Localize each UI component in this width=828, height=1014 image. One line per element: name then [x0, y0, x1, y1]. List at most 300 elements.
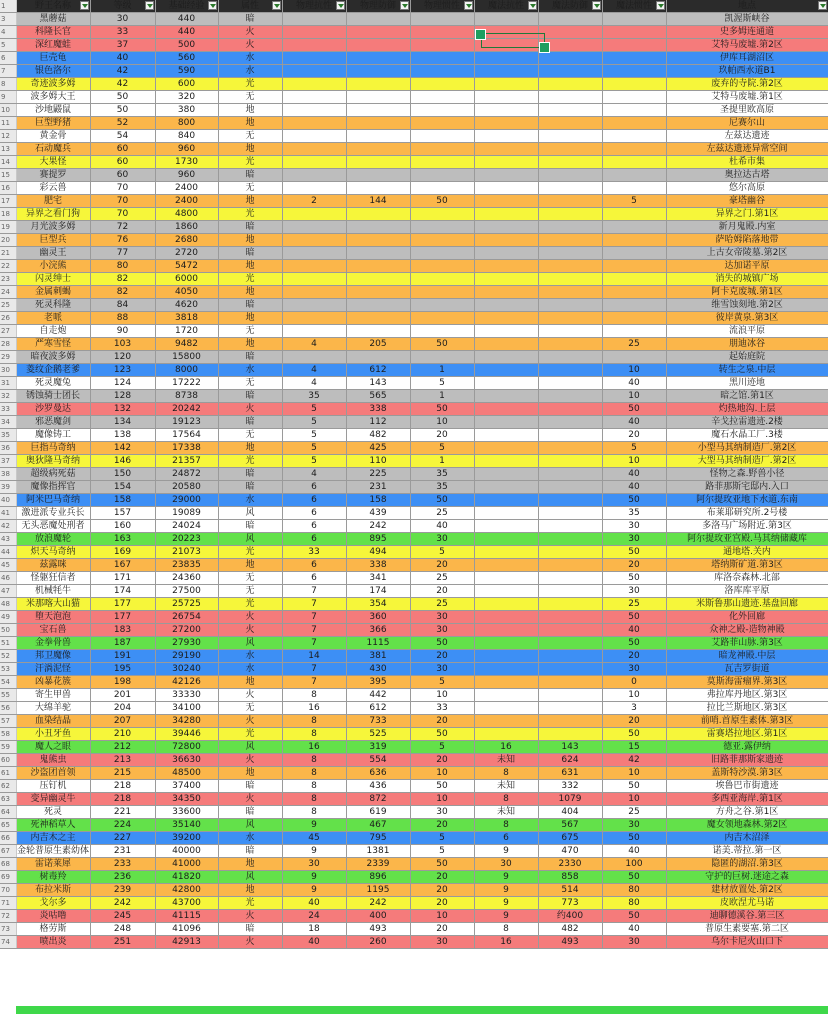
table-cell[interactable] [474, 468, 538, 481]
row-number[interactable]: 54 [0, 676, 16, 689]
table-cell[interactable]: 425 [346, 442, 410, 455]
table-cell[interactable]: 675 [538, 832, 602, 845]
table-cell[interactable]: 旧路菲那斯家遗迹 [666, 754, 828, 767]
table-cell[interactable] [602, 65, 666, 78]
filter-dropdown-icon[interactable] [464, 1, 473, 10]
row-number[interactable]: 41 [0, 507, 16, 520]
table-cell[interactable]: 小浣熊 [16, 260, 90, 273]
table-cell[interactable] [346, 39, 410, 52]
table-cell[interactable]: 43700 [155, 897, 218, 910]
table-cell[interactable] [602, 78, 666, 91]
table-cell[interactable]: 338 [346, 403, 410, 416]
table-cell[interactable]: 3818 [155, 312, 218, 325]
table-cell[interactable] [346, 221, 410, 234]
table-cell[interactable]: 无 [218, 585, 282, 598]
table-cell[interactable] [538, 273, 602, 286]
row-number[interactable]: 39 [0, 481, 16, 494]
table-cell[interactable]: 25 [602, 806, 666, 819]
table-cell[interactable]: 29190 [155, 650, 218, 663]
column-header[interactable] [538, 0, 602, 13]
table-cell[interactable]: 邦卫魔像 [16, 650, 90, 663]
table-cell[interactable]: 水 [218, 832, 282, 845]
table-cell[interactable]: 631 [538, 767, 602, 780]
filter-dropdown-icon[interactable] [272, 1, 281, 10]
row-number[interactable]: 57 [0, 715, 16, 728]
table-cell[interactable]: 地 [218, 117, 282, 130]
table-cell[interactable] [538, 520, 602, 533]
table-cell[interactable]: 100 [602, 858, 666, 871]
table-cell[interactable]: 143 [346, 377, 410, 390]
table-cell[interactable]: 8 [282, 793, 346, 806]
table-cell[interactable]: 9 [282, 884, 346, 897]
table-cell[interactable]: 暗 [218, 780, 282, 793]
filter-dropdown-icon[interactable] [145, 1, 154, 10]
table-cell[interactable]: 光 [218, 546, 282, 559]
table-cell[interactable]: 50 [602, 403, 666, 416]
table-cell[interactable]: 90 [90, 325, 155, 338]
row-number[interactable]: 74 [0, 936, 16, 949]
table-cell[interactable]: 未知 [474, 754, 538, 767]
table-cell[interactable] [474, 403, 538, 416]
table-cell[interactable]: 2330 [538, 858, 602, 871]
table-cell[interactable]: 地 [218, 234, 282, 247]
table-cell[interactable]: 30 [410, 806, 474, 819]
table-cell[interactable] [538, 377, 602, 390]
table-cell[interactable] [602, 312, 666, 325]
table-cell[interactable]: 30240 [155, 663, 218, 676]
row-number[interactable]: 73 [0, 923, 16, 936]
table-cell[interactable] [474, 611, 538, 624]
filter-dropdown-icon[interactable] [208, 1, 217, 10]
row-number[interactable]: 69 [0, 871, 16, 884]
row-number[interactable]: 66 [0, 832, 16, 845]
table-cell[interactable] [282, 65, 346, 78]
table-cell[interactable]: 227 [90, 832, 155, 845]
table-cell[interactable]: 840 [155, 130, 218, 143]
table-cell[interactable]: 40 [282, 897, 346, 910]
table-cell[interactable]: 2680 [155, 234, 218, 247]
table-cell[interactable]: 18 [282, 923, 346, 936]
table-cell[interactable]: 636 [346, 767, 410, 780]
table-cell[interactable] [410, 91, 474, 104]
table-cell[interactable]: 8 [282, 689, 346, 702]
table-cell[interactable]: 暗之馆.第1区 [666, 390, 828, 403]
table-cell[interactable]: 火 [218, 624, 282, 637]
table-cell[interactable] [474, 390, 538, 403]
table-cell[interactable]: 20 [602, 429, 666, 442]
table-cell[interactable] [474, 559, 538, 572]
table-cell[interactable]: 2720 [155, 247, 218, 260]
table-cell[interactable]: 439 [346, 507, 410, 520]
table-cell[interactable]: 42 [90, 65, 155, 78]
table-cell[interactable] [346, 169, 410, 182]
table-cell[interactable]: 暗 [218, 923, 282, 936]
table-cell[interactable]: 0 [602, 676, 666, 689]
table-cell[interactable]: 10 [410, 767, 474, 780]
table-cell[interactable]: 858 [538, 871, 602, 884]
table-cell[interactable]: 布莱耶研究所.2号楼 [666, 507, 828, 520]
table-cell[interactable] [282, 169, 346, 182]
row-number[interactable]: 43 [0, 533, 16, 546]
table-cell[interactable]: 25 [410, 598, 474, 611]
table-cell[interactable]: 暗 [218, 169, 282, 182]
table-cell[interactable]: 魔像铸工 [16, 429, 90, 442]
table-cell[interactable]: 360 [346, 611, 410, 624]
table-cell[interactable]: 死灵魔兔 [16, 377, 90, 390]
table-cell[interactable]: 24024 [155, 520, 218, 533]
table-cell[interactable]: 50 [410, 858, 474, 871]
selection-handle-icon[interactable] [475, 29, 486, 40]
row-number[interactable]: 31 [0, 377, 16, 390]
table-cell[interactable]: 158 [90, 494, 155, 507]
table-cell[interactable]: 15 [602, 741, 666, 754]
table-cell[interactable] [410, 286, 474, 299]
table-cell[interactable]: 玖帕西水道B1 [666, 65, 828, 78]
table-cell[interactable]: 27930 [155, 637, 218, 650]
table-cell[interactable] [282, 130, 346, 143]
table-cell[interactable] [410, 260, 474, 273]
table-cell[interactable]: 迪聊德溪谷.第三区 [666, 910, 828, 923]
table-cell[interactable]: 50 [602, 780, 666, 793]
table-cell[interactable]: 120 [90, 351, 155, 364]
table-cell[interactable]: 大型马其纳制造厂.第2区 [666, 455, 828, 468]
table-cell[interactable] [474, 65, 538, 78]
table-cell[interactable]: 6 [282, 559, 346, 572]
table-cell[interactable]: 火 [218, 39, 282, 52]
table-cell[interactable]: 阿卡克废城.第1区 [666, 286, 828, 299]
table-cell[interactable]: 37 [90, 39, 155, 52]
table-cell[interactable] [474, 533, 538, 546]
table-cell[interactable]: 1720 [155, 325, 218, 338]
table-cell[interactable]: 暗 [218, 468, 282, 481]
table-cell[interactable]: 260 [346, 936, 410, 949]
table-cell[interactable]: 暗 [218, 416, 282, 429]
table-cell[interactable]: 20 [410, 754, 474, 767]
table-cell[interactable]: 624 [538, 754, 602, 767]
table-cell[interactable]: 212 [90, 741, 155, 754]
table-cell[interactable] [474, 572, 538, 585]
row-number[interactable]: 17 [0, 195, 16, 208]
table-cell[interactable]: 144 [346, 195, 410, 208]
row-number[interactable]: 46 [0, 572, 16, 585]
table-cell[interactable]: 豪塔幽谷 [666, 195, 828, 208]
row-number[interactable]: 19 [0, 221, 16, 234]
table-cell[interactable] [474, 143, 538, 156]
table-cell[interactable]: 严寒雪怪 [16, 338, 90, 351]
table-cell[interactable]: 9 [282, 871, 346, 884]
table-cell[interactable]: 维雪蚀刻地.第2区 [666, 299, 828, 312]
table-cell[interactable] [346, 273, 410, 286]
table-cell[interactable]: 436 [346, 780, 410, 793]
table-cell[interactable]: 8 [474, 923, 538, 936]
row-number[interactable]: 70 [0, 884, 16, 897]
table-cell[interactable]: 50 [602, 546, 666, 559]
table-cell[interactable] [602, 39, 666, 52]
table-cell[interactable] [410, 247, 474, 260]
table-cell[interactable]: 319 [346, 741, 410, 754]
row-number[interactable]: 7 [0, 65, 16, 78]
table-cell[interactable] [602, 104, 666, 117]
table-cell[interactable] [410, 208, 474, 221]
table-cell[interactable]: 195 [90, 663, 155, 676]
table-cell[interactable]: 锈蚀骑士团长 [16, 390, 90, 403]
table-cell[interactable]: 通地塔.关内 [666, 546, 828, 559]
table-cell[interactable]: 德亚.露伊纳 [666, 741, 828, 754]
table-cell[interactable]: 1195 [346, 884, 410, 897]
table-cell[interactable] [282, 325, 346, 338]
table-cell[interactable]: 9 [282, 819, 346, 832]
table-cell[interactable]: 激进派专业兵长 [16, 507, 90, 520]
table-cell[interactable]: 20 [602, 715, 666, 728]
table-cell[interactable]: 72800 [155, 741, 218, 754]
table-cell[interactable]: 35 [282, 390, 346, 403]
table-cell[interactable]: 科隆长官 [16, 26, 90, 39]
table-cell[interactable]: 440 [155, 13, 218, 26]
table-cell[interactable]: 彼岸黄泉.第3区 [666, 312, 828, 325]
filter-dropdown-icon[interactable] [592, 1, 601, 10]
table-cell[interactable]: 弗拉库丹地区.第3区 [666, 689, 828, 702]
table-cell[interactable] [538, 481, 602, 494]
table-cell[interactable] [538, 65, 602, 78]
table-cell[interactable]: 光 [218, 598, 282, 611]
table-cell[interactable] [282, 273, 346, 286]
table-cell[interactable]: 23835 [155, 559, 218, 572]
table-cell[interactable]: 42 [90, 78, 155, 91]
row-number[interactable]: 72 [0, 910, 16, 923]
table-cell[interactable]: 50 [602, 910, 666, 923]
table-cell[interactable]: 30 [410, 533, 474, 546]
table-cell[interactable]: 1079 [538, 793, 602, 806]
table-cell[interactable]: 30 [90, 13, 155, 26]
table-cell[interactable]: 20 [410, 871, 474, 884]
table-cell[interactable]: 1115 [346, 637, 410, 650]
table-cell[interactable]: 10 [602, 767, 666, 780]
table-cell[interactable]: 6 [282, 520, 346, 533]
table-cell[interactable]: 火 [218, 793, 282, 806]
table-cell[interactable]: 5 [410, 377, 474, 390]
table-cell[interactable] [346, 234, 410, 247]
table-cell[interactable] [410, 143, 474, 156]
table-cell[interactable]: 风 [218, 741, 282, 754]
row-number[interactable]: 12 [0, 130, 16, 143]
table-cell[interactable]: 未知 [474, 780, 538, 793]
table-cell[interactable] [410, 156, 474, 169]
table-cell[interactable] [282, 351, 346, 364]
table-cell[interactable]: 103 [90, 338, 155, 351]
table-cell[interactable]: 60 [90, 156, 155, 169]
table-cell[interactable] [410, 104, 474, 117]
table-cell[interactable] [538, 650, 602, 663]
table-cell[interactable]: 普原生素要塞.第二区 [666, 923, 828, 936]
table-cell[interactable]: 213 [90, 754, 155, 767]
table-cell[interactable] [474, 273, 538, 286]
table-cell[interactable]: 960 [155, 169, 218, 182]
row-number[interactable]: 64 [0, 806, 16, 819]
table-cell[interactable]: 2339 [346, 858, 410, 871]
table-cell[interactable]: 5 [410, 832, 474, 845]
table-cell[interactable]: 炽天马奇纳 [16, 546, 90, 559]
column-header[interactable] [346, 0, 410, 13]
table-cell[interactable]: 150 [90, 468, 155, 481]
table-cell[interactable]: 366 [346, 624, 410, 637]
row-number[interactable]: 33 [0, 403, 16, 416]
table-cell[interactable]: 9482 [155, 338, 218, 351]
table-cell[interactable]: 5 [602, 195, 666, 208]
row-number[interactable]: 4 [0, 26, 16, 39]
table-cell[interactable] [602, 273, 666, 286]
table-cell[interactable]: 4 [282, 377, 346, 390]
table-cell[interactable] [474, 91, 538, 104]
table-cell[interactable]: 338 [346, 559, 410, 572]
table-cell[interactable]: 地 [218, 676, 282, 689]
filter-dropdown-icon[interactable] [528, 1, 537, 10]
table-cell[interactable]: 库洛奈森林.北部 [666, 572, 828, 585]
table-cell[interactable]: 5472 [155, 260, 218, 273]
table-cell[interactable]: 20242 [155, 403, 218, 416]
table-cell[interactable]: 160 [90, 520, 155, 533]
table-cell[interactable]: 无头恶魔处刑者 [16, 520, 90, 533]
table-cell[interactable] [346, 299, 410, 312]
table-cell[interactable]: 341 [346, 572, 410, 585]
table-cell[interactable]: 198 [90, 676, 155, 689]
table-cell[interactable]: 暗龙神殿.中层 [666, 650, 828, 663]
table-cell[interactable]: 火 [218, 754, 282, 767]
table-cell[interactable]: 消失的城镇广场 [666, 273, 828, 286]
table-cell[interactable] [538, 364, 602, 377]
table-cell[interactable]: 42126 [155, 676, 218, 689]
table-cell[interactable] [346, 312, 410, 325]
table-cell[interactable]: 242 [346, 897, 410, 910]
table-cell[interactable] [602, 156, 666, 169]
table-cell[interactable]: 33 [90, 26, 155, 39]
table-cell[interactable]: 20 [410, 585, 474, 598]
table-cell[interactable]: 40 [410, 520, 474, 533]
table-cell[interactable] [474, 676, 538, 689]
table-cell[interactable]: 多洛马广场附近.第3区 [666, 520, 828, 533]
table-cell[interactable]: 压钉机 [16, 780, 90, 793]
table-cell[interactable]: 地 [218, 858, 282, 871]
table-cell[interactable] [602, 13, 666, 26]
table-cell[interactable] [474, 78, 538, 91]
row-number[interactable]: 9 [0, 91, 16, 104]
table-cell[interactable] [346, 104, 410, 117]
table-cell[interactable]: 化外回廊 [666, 611, 828, 624]
table-cell[interactable]: 30 [602, 819, 666, 832]
table-cell[interactable]: 54 [90, 130, 155, 143]
table-cell[interactable]: 无 [218, 91, 282, 104]
table-cell[interactable]: 转生之泉.中层 [666, 364, 828, 377]
table-cell[interactable]: 诺美.蒂拉.第一区 [666, 845, 828, 858]
table-cell[interactable]: 138 [90, 429, 155, 442]
table-cell[interactable] [474, 520, 538, 533]
table-cell[interactable]: 4 [282, 364, 346, 377]
table-cell[interactable] [282, 299, 346, 312]
table-cell[interactable]: 251 [90, 936, 155, 949]
table-cell[interactable]: 伊库耳湖沼区 [666, 52, 828, 65]
table-cell[interactable]: 10 [602, 455, 666, 468]
table-cell[interactable]: 40 [602, 845, 666, 858]
table-cell[interactable]: 80 [602, 897, 666, 910]
table-cell[interactable]: 482 [346, 429, 410, 442]
table-cell[interactable]: 20 [410, 819, 474, 832]
table-cell[interactable]: 废弃的寺院.第2区 [666, 78, 828, 91]
table-cell[interactable]: 82 [90, 273, 155, 286]
column-header[interactable] [155, 0, 218, 13]
table-cell[interactable]: 6 [282, 507, 346, 520]
table-cell[interactable] [474, 351, 538, 364]
table-cell[interactable]: 莫斯海雷瘤界.第3区 [666, 676, 828, 689]
table-cell[interactable]: 30 [602, 936, 666, 949]
table-cell[interactable] [538, 169, 602, 182]
table-cell[interactable] [474, 364, 538, 377]
table-cell[interactable]: 210 [90, 728, 155, 741]
table-cell[interactable]: 525 [346, 728, 410, 741]
table-cell[interactable]: 暗夜波多姆 [16, 351, 90, 364]
table-cell[interactable] [538, 468, 602, 481]
table-cell[interactable]: 辛戈拉雷遗迹.2楼 [666, 416, 828, 429]
table-cell[interactable]: 火 [218, 910, 282, 923]
table-cell[interactable] [474, 13, 538, 26]
table-cell[interactable]: 34350 [155, 793, 218, 806]
table-cell[interactable]: 183 [90, 624, 155, 637]
table-cell[interactable]: 560 [155, 52, 218, 65]
table-cell[interactable]: 41115 [155, 910, 218, 923]
table-cell[interactable]: 25 [602, 598, 666, 611]
table-cell[interactable]: 彩云兽 [16, 182, 90, 195]
table-cell[interactable]: 邪恶魔剑 [16, 416, 90, 429]
row-number[interactable]: 63 [0, 793, 16, 806]
table-cell[interactable] [538, 637, 602, 650]
table-cell[interactable]: 112 [346, 416, 410, 429]
row-number[interactable]: 3 [0, 13, 16, 26]
table-cell[interactable]: 600 [155, 78, 218, 91]
table-cell[interactable]: 火 [218, 403, 282, 416]
table-cell[interactable]: 70 [90, 208, 155, 221]
table-cell[interactable]: 354 [346, 598, 410, 611]
table-cell[interactable]: 30 [602, 663, 666, 676]
table-cell[interactable]: 30 [602, 533, 666, 546]
table-cell[interactable]: 205 [346, 338, 410, 351]
table-cell[interactable] [474, 585, 538, 598]
table-cell[interactable] [538, 312, 602, 325]
table-cell[interactable]: 17222 [155, 377, 218, 390]
column-header[interactable] [218, 0, 282, 13]
table-cell[interactable]: 未知 [474, 806, 538, 819]
table-cell[interactable] [346, 260, 410, 273]
table-cell[interactable]: 风 [218, 507, 282, 520]
table-cell[interactable]: 16 [474, 741, 538, 754]
table-cell[interactable]: 218 [90, 780, 155, 793]
table-cell[interactable] [474, 507, 538, 520]
table-cell[interactable]: 231 [346, 481, 410, 494]
table-cell[interactable] [538, 702, 602, 715]
row-number[interactable]: 8 [0, 78, 16, 91]
table-cell[interactable]: 40 [602, 416, 666, 429]
table-cell[interactable] [410, 273, 474, 286]
table-cell[interactable]: 42913 [155, 936, 218, 949]
table-cell[interactable] [538, 585, 602, 598]
row-number[interactable]: 67 [0, 845, 16, 858]
table-cell[interactable]: 金拳骨兽 [16, 637, 90, 650]
table-cell[interactable]: 36630 [155, 754, 218, 767]
table-cell[interactable]: 30 [410, 611, 474, 624]
table-cell[interactable]: 暗 [218, 390, 282, 403]
row-number[interactable]: 62 [0, 780, 16, 793]
table-cell[interactable]: 395 [346, 676, 410, 689]
table-cell[interactable]: 7 [282, 663, 346, 676]
table-cell[interactable] [410, 221, 474, 234]
table-cell[interactable]: 8 [474, 793, 538, 806]
